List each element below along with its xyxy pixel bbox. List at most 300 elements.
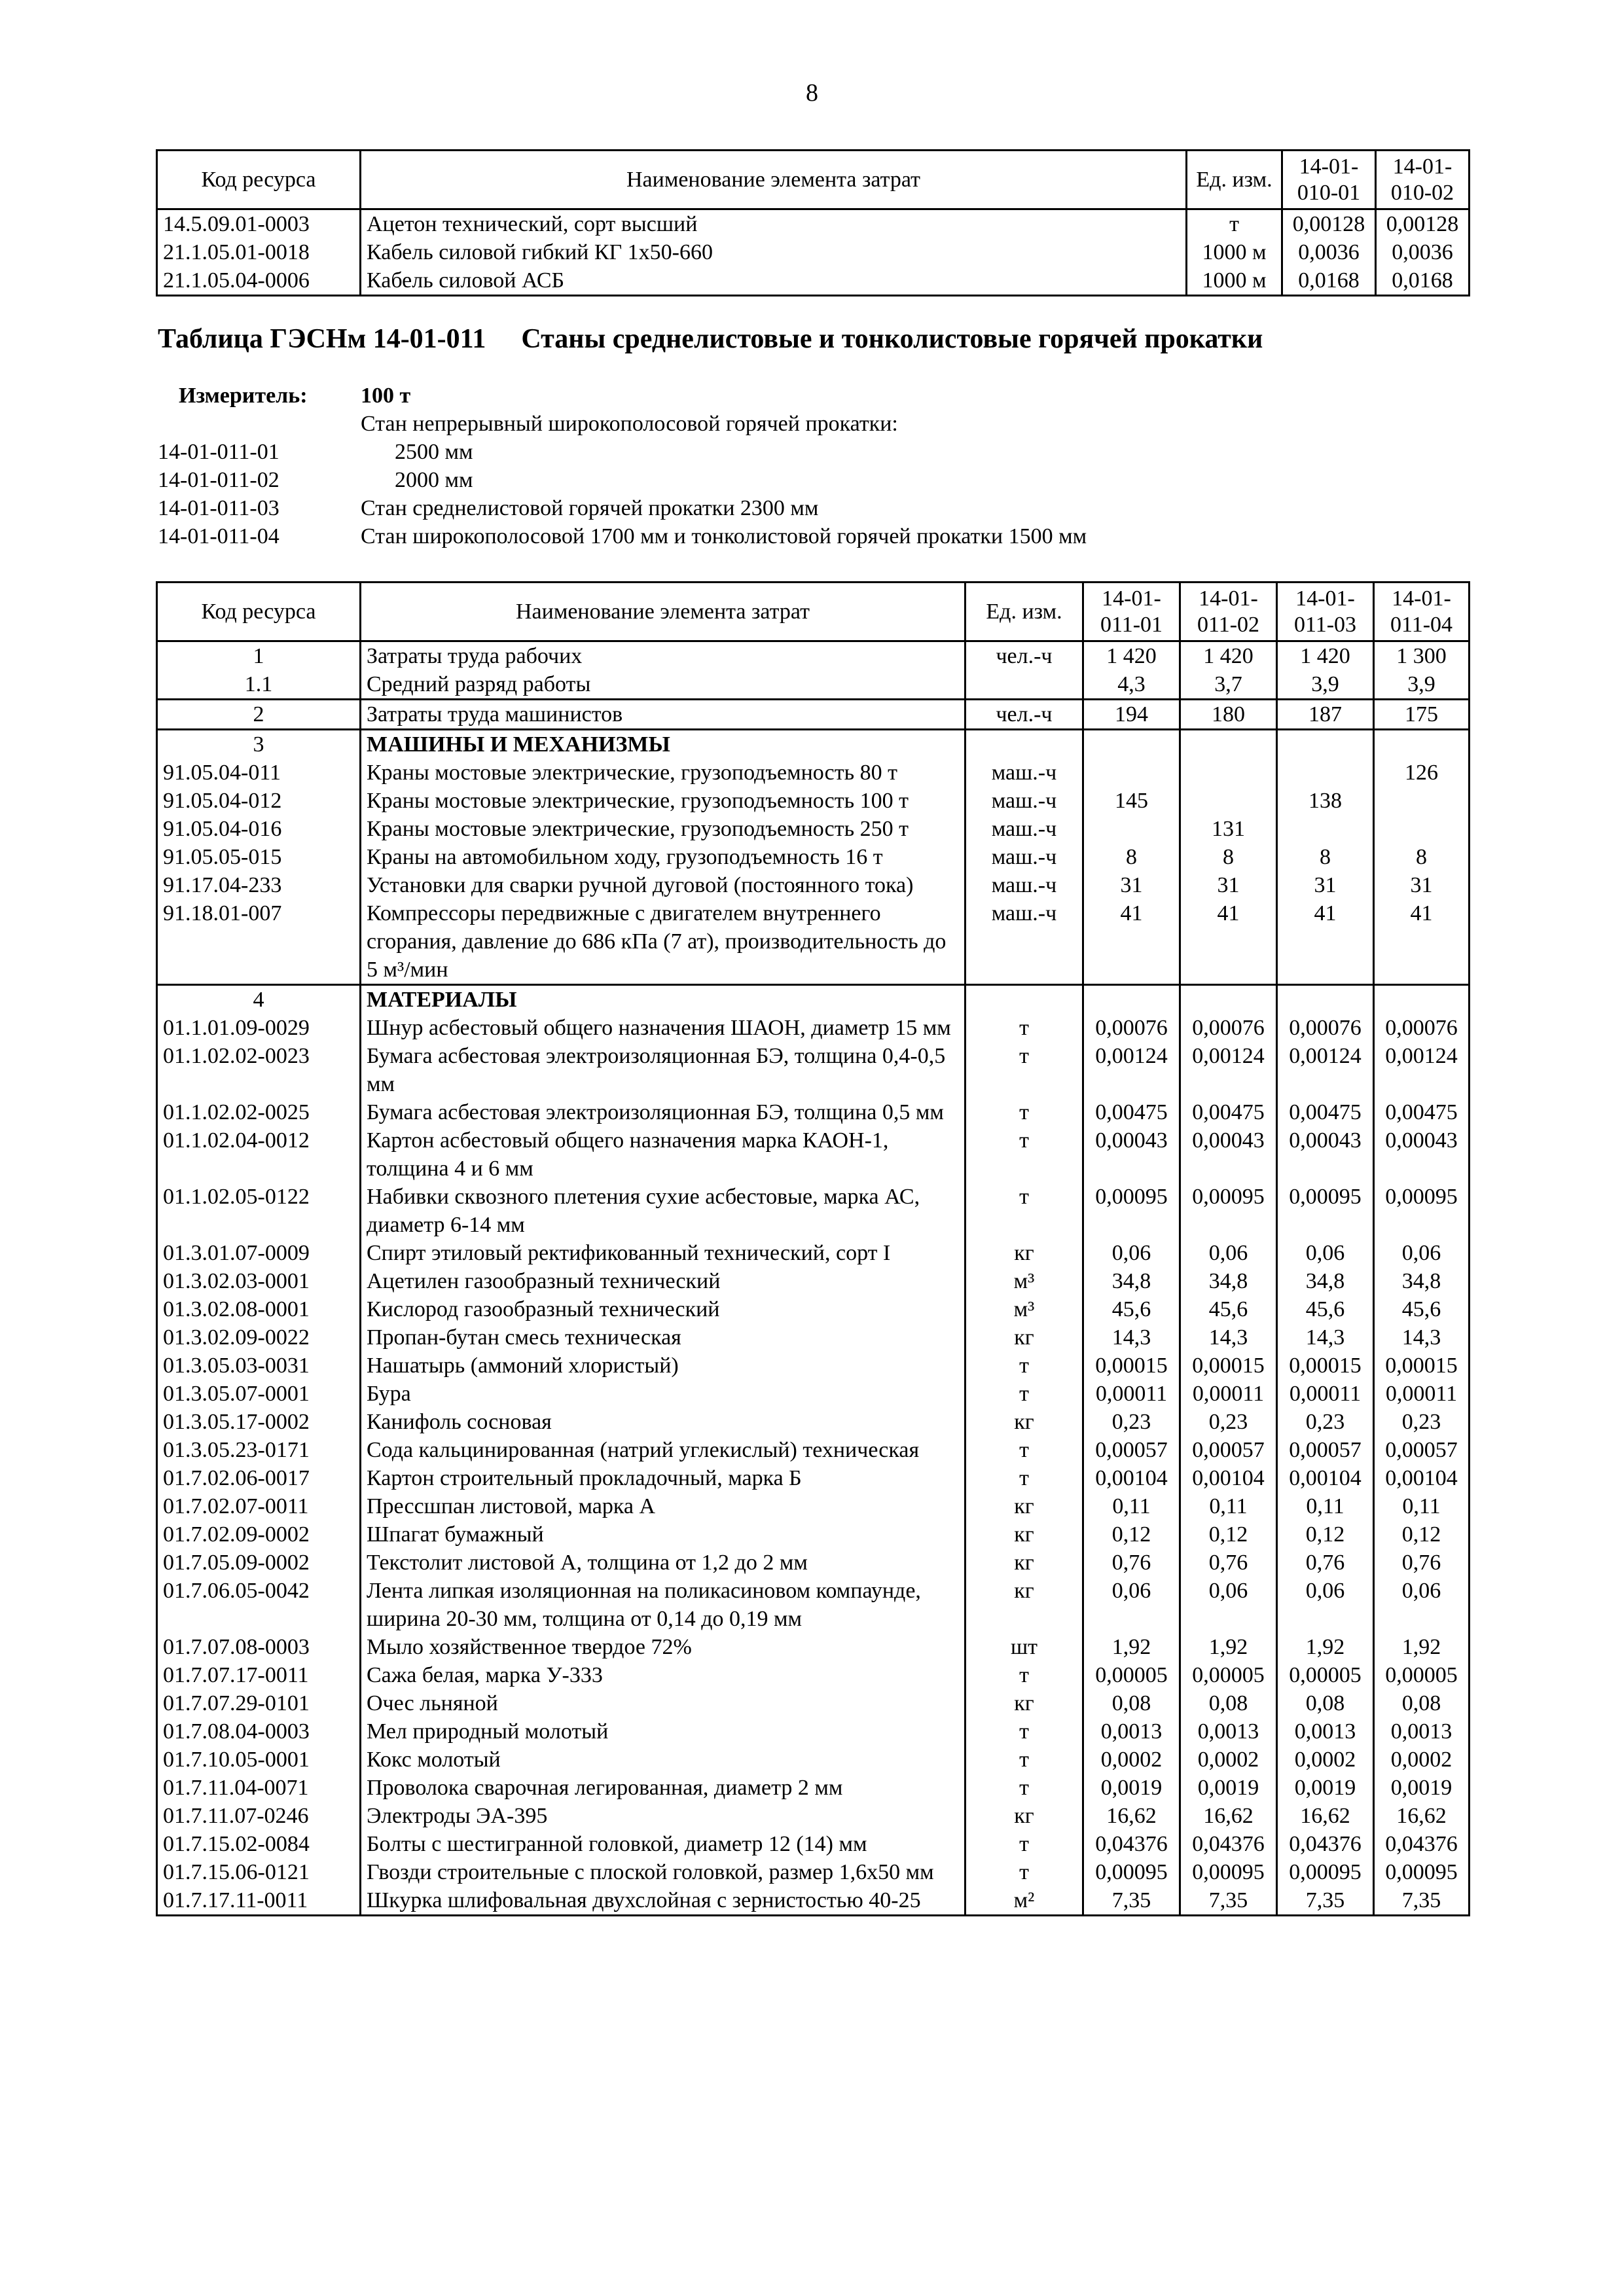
table-row — [157, 1717, 1470, 1746]
value-011-01: 0,0019 — [1083, 1774, 1180, 1802]
resource-name: Кокс молотый — [361, 1746, 965, 1774]
resource-unit: кг — [965, 1239, 1083, 1267]
page-number: 8 — [806, 79, 818, 107]
resource-code: 01.7.08.04-0003 — [157, 1717, 361, 1746]
value-011-02: 0,08 — [1180, 1689, 1277, 1717]
resource-unit: маш.-ч — [965, 871, 1083, 899]
resource-code: 91.05.04-011 — [157, 759, 361, 787]
resource-name: Краны мостовые электрические, грузоподъемность 100 т — [361, 787, 965, 815]
value-011-03: 14,3 — [1277, 1323, 1374, 1352]
resource-name: Ацетилен газообразный технический — [361, 1267, 965, 1295]
meter-group-title: Стан непрерывный широкополосовой горячей прокатки: — [361, 412, 898, 436]
value-011-03: 0,11 — [1277, 1492, 1374, 1520]
resource-code: 4 — [157, 985, 361, 1014]
resource-name: Спирт этиловый ректификованный технический, сорт I — [361, 1239, 965, 1267]
section-title-code: Таблица ГЭСНм 14-01-011 — [158, 324, 486, 354]
table-row — [157, 759, 1470, 787]
resource-name: Шкурка шлифовальная двухслойная с зернистостью 40-25 — [361, 1886, 965, 1916]
value-011-02 — [1180, 730, 1277, 759]
resource-code: 3 — [157, 730, 361, 759]
resource-name: Лента липкая изоляционная на поликасиновом компаунде, ширина 20-30 мм, толщина от 0,14 до 0,19 мм — [361, 1577, 965, 1633]
resource-unit: т — [965, 1858, 1083, 1886]
resource-name: Нашатырь (аммоний хлористый) — [361, 1352, 965, 1380]
resource-unit: м³ — [965, 1295, 1083, 1323]
resource-unit: шт — [965, 1633, 1083, 1661]
value-011-02: 34,8 — [1180, 1267, 1277, 1295]
value-011-01: 0,00043 — [1083, 1126, 1180, 1183]
table-row — [157, 1830, 1470, 1858]
resource-unit: кг — [965, 1323, 1083, 1352]
value-011-04 — [1374, 730, 1470, 759]
header-col-010-02: 14-01-010-02 — [1376, 151, 1470, 209]
value-011-03: 0,00104 — [1277, 1464, 1374, 1492]
value-011-02: 41 — [1180, 899, 1277, 985]
table-row — [157, 985, 1470, 1014]
resource-code: 01.1.02.04-0012 — [157, 1126, 361, 1183]
resource-unit: кг — [965, 1492, 1083, 1520]
value-011-01: 16,62 — [1083, 1802, 1180, 1830]
resource-code: 01.7.15.06-0121 — [157, 1858, 361, 1886]
resource-code: 01.7.10.05-0001 — [157, 1746, 361, 1774]
resource-name: МАТЕРИАЛЫ — [361, 985, 965, 1014]
value-011-01: 0,0013 — [1083, 1717, 1180, 1746]
resource-unit: т — [965, 1436, 1083, 1464]
value-011-04: 175 — [1374, 700, 1470, 730]
value-011-01: 145 — [1083, 787, 1180, 815]
value-011-04: 0,06 — [1374, 1577, 1470, 1633]
table-row — [157, 700, 1470, 730]
value-011-01: 31 — [1083, 871, 1180, 899]
resource-unit: маш.-ч — [965, 899, 1083, 985]
resource-unit — [965, 985, 1083, 1014]
resource-unit: т — [965, 1014, 1083, 1042]
header-unit: Ед. изм. — [1187, 151, 1282, 209]
table-row — [157, 1577, 1470, 1633]
value-011-01: 0,06 — [1083, 1239, 1180, 1267]
resource-unit: т — [965, 1042, 1083, 1098]
value-011-02: 0,00043 — [1180, 1126, 1277, 1183]
table-row — [157, 1858, 1470, 1886]
value-011-04: 0,0019 — [1374, 1774, 1470, 1802]
value-011-03: 0,12 — [1277, 1520, 1374, 1549]
value-011-03: 31 — [1277, 871, 1374, 899]
resource-unit: маш.-ч — [965, 815, 1083, 843]
value-011-04: 0,0013 — [1374, 1717, 1470, 1746]
value-011-04: 3,9 — [1374, 670, 1470, 700]
resource-unit: кг — [965, 1689, 1083, 1717]
resource-code: 91.05.04-016 — [157, 815, 361, 843]
resource-unit: кг — [965, 1408, 1083, 1436]
resource-code: 1 — [157, 641, 361, 671]
value-011-03: 0,00124 — [1277, 1042, 1374, 1098]
table-row — [157, 1774, 1470, 1802]
value-011-03: 0,00015 — [1277, 1352, 1374, 1380]
value-011-02: 0,00095 — [1180, 1858, 1277, 1886]
value-011-03 — [1277, 985, 1374, 1014]
value-011-04: 0,00015 — [1374, 1352, 1470, 1380]
value-010-02: 0,0036 — [1376, 238, 1470, 266]
resource-name: Канифоль сосновая — [361, 1408, 965, 1436]
resource-unit: кг — [965, 1577, 1083, 1633]
resource-code: 91.05.04-012 — [157, 787, 361, 815]
value-011-04: 31 — [1374, 871, 1470, 899]
resource-name: Краны мостовые электрические, грузоподъемность 250 т — [361, 815, 965, 843]
resource-unit: маш.-ч — [965, 759, 1083, 787]
header-unit: Ед. изм. — [965, 583, 1083, 641]
value-011-04: 0,00011 — [1374, 1380, 1470, 1408]
value-011-04 — [1374, 787, 1470, 815]
resource-code: 01.7.15.02-0084 — [157, 1830, 361, 1858]
value-011-02: 0,00104 — [1180, 1464, 1277, 1492]
value-011-02: 131 — [1180, 815, 1277, 843]
value-011-03: 0,00043 — [1277, 1126, 1374, 1183]
value-011-02 — [1180, 759, 1277, 787]
value-011-04: 34,8 — [1374, 1267, 1470, 1295]
value-011-02: 0,00015 — [1180, 1352, 1277, 1380]
resource-table-14-01-010 — [156, 149, 1470, 296]
header-code: Код ресурса — [157, 151, 361, 209]
value-011-02: 0,00124 — [1180, 1042, 1277, 1098]
value-011-03 — [1277, 815, 1374, 843]
resource-name: Картон строительный прокладочный, марка Б — [361, 1464, 965, 1492]
resource-code: 91.17.04-233 — [157, 871, 361, 899]
table-row — [157, 238, 1470, 266]
table-row — [157, 1802, 1470, 1830]
resource-name: Шнур асбестовый общего назначения ШАОН, диаметр 15 мм — [361, 1014, 965, 1042]
resource-code: 01.3.02.03-0001 — [157, 1267, 361, 1295]
resource-name: Картон асбестовый общего назначения марка КАОН-1, толщина 4 и 6 мм — [361, 1126, 965, 1183]
value-011-03: 16,62 — [1277, 1802, 1374, 1830]
resource-name: Кабель силовой АСБ — [361, 266, 1187, 296]
header-col-011-04: 14-01-011-04 — [1374, 583, 1470, 641]
resource-name: Гвозди строительные с плоской головкой, размер 1,6х50 мм — [361, 1858, 965, 1886]
resource-unit: т — [1187, 209, 1282, 239]
value-011-03: 0,00057 — [1277, 1436, 1374, 1464]
value-011-03 — [1277, 759, 1374, 787]
resource-code: 01.7.07.17-0011 — [157, 1661, 361, 1689]
resource-unit: т — [965, 1126, 1083, 1183]
value-011-01: 0,04376 — [1083, 1830, 1180, 1858]
value-011-04: 14,3 — [1374, 1323, 1470, 1352]
value-011-02: 0,00005 — [1180, 1661, 1277, 1689]
table-row — [157, 1126, 1470, 1183]
value-011-01: 0,00095 — [1083, 1858, 1180, 1886]
meter-item-text: 2500 мм — [395, 440, 473, 464]
value-011-03: 34,8 — [1277, 1267, 1374, 1295]
value-011-04: 45,6 — [1374, 1295, 1470, 1323]
value-011-02: 0,23 — [1180, 1408, 1277, 1436]
table-row — [157, 1689, 1470, 1717]
value-011-01: 0,11 — [1083, 1492, 1180, 1520]
table-row — [157, 1492, 1470, 1520]
resource-code: 01.7.07.08-0003 — [157, 1633, 361, 1661]
table-row — [157, 1295, 1470, 1323]
table-row — [157, 1633, 1470, 1661]
value-011-04: 0,00124 — [1374, 1042, 1470, 1098]
resource-unit: т — [965, 1746, 1083, 1774]
table-row — [157, 871, 1470, 899]
value-011-04: 8 — [1374, 843, 1470, 871]
value-011-01: 0,00095 — [1083, 1183, 1180, 1239]
resource-unit: т — [965, 1774, 1083, 1802]
value-011-01: 0,08 — [1083, 1689, 1180, 1717]
table-row — [157, 1380, 1470, 1408]
section-title — [158, 323, 1263, 355]
resource-unit: кг — [965, 1802, 1083, 1830]
meter-item-text: Стан широкополосовой 1700 мм и тонколистовой горячей прокатки 1500 мм — [361, 524, 1087, 548]
value-010-01: 0,00128 — [1282, 209, 1376, 239]
value-010-01: 0,0168 — [1282, 266, 1376, 296]
resource-unit: 1000 м — [1187, 238, 1282, 266]
resource-name: Пропан-бутан смесь техническая — [361, 1323, 965, 1352]
value-011-03: 8 — [1277, 843, 1374, 871]
resource-name: Кабель силовой гибкий КГ 1х50-660 — [361, 238, 1187, 266]
meter-item-code: 14-01-011-02 — [158, 468, 280, 492]
value-011-03: 0,06 — [1277, 1239, 1374, 1267]
table-row — [157, 1042, 1470, 1098]
value-011-03: 0,0013 — [1277, 1717, 1374, 1746]
value-011-02: 0,06 — [1180, 1577, 1277, 1633]
value-011-02: 0,00076 — [1180, 1014, 1277, 1042]
value-011-01: 0,00011 — [1083, 1380, 1180, 1408]
resource-name: Сода кальцинированная (натрий углекислый) техническая — [361, 1436, 965, 1464]
meter-item-code: 14-01-011-03 — [158, 496, 280, 520]
resource-name: Бура — [361, 1380, 965, 1408]
resource-unit: т — [965, 1380, 1083, 1408]
value-011-01: 0,0002 — [1083, 1746, 1180, 1774]
table-row — [157, 670, 1470, 700]
value-011-04: 1 300 — [1374, 641, 1470, 671]
resource-unit: т — [965, 1352, 1083, 1380]
resource-unit: м² — [965, 1886, 1083, 1916]
value-011-02: 0,04376 — [1180, 1830, 1277, 1858]
resource-name: Краны мостовые электрические, грузоподъемность 80 т — [361, 759, 965, 787]
value-011-02: 0,00095 — [1180, 1183, 1277, 1239]
table-row — [157, 1408, 1470, 1436]
resource-unit — [965, 730, 1083, 759]
resource-unit: т — [965, 1830, 1083, 1858]
table-row — [157, 1323, 1470, 1352]
value-011-04: 0,08 — [1374, 1689, 1470, 1717]
value-011-02 — [1180, 787, 1277, 815]
resource-name: МАШИНЫ И МЕХАНИЗМЫ — [361, 730, 965, 759]
resource-unit: 1000 м — [1187, 266, 1282, 296]
value-011-02: 0,06 — [1180, 1239, 1277, 1267]
meter-item-text: 2000 мм — [395, 468, 473, 492]
header-col-011-02: 14-01-011-02 — [1180, 583, 1277, 641]
value-011-03: 45,6 — [1277, 1295, 1374, 1323]
resource-name: Шпагат бумажный — [361, 1520, 965, 1549]
value-011-04: 0,11 — [1374, 1492, 1470, 1520]
resource-unit: т — [965, 1661, 1083, 1689]
value-011-03: 0,00011 — [1277, 1380, 1374, 1408]
value-011-04: 0,0002 — [1374, 1746, 1470, 1774]
resource-unit: чел.-ч — [965, 700, 1083, 730]
table-row — [157, 1661, 1470, 1689]
value-011-04: 0,00076 — [1374, 1014, 1470, 1042]
value-011-03: 0,0002 — [1277, 1746, 1374, 1774]
resource-code: 21.1.05.01-0018 — [157, 238, 361, 266]
value-011-03: 0,00095 — [1277, 1858, 1374, 1886]
table-row — [157, 1183, 1470, 1239]
value-011-04: 0,00095 — [1374, 1183, 1470, 1239]
resource-name: Компрессоры передвижные с двигателем внутреннего сгорания, давление до 686 кПа (7 ат), производительность до 5 м³/мин — [361, 899, 965, 985]
resource-code: 01.7.11.07-0246 — [157, 1802, 361, 1830]
value-011-02 — [1180, 985, 1277, 1014]
resource-name: Ацетон технический, сорт высший — [361, 209, 1187, 239]
value-011-02: 1 420 — [1180, 641, 1277, 671]
value-011-03: 0,06 — [1277, 1577, 1374, 1633]
value-011-03: 0,76 — [1277, 1549, 1374, 1577]
value-011-01: 0,23 — [1083, 1408, 1180, 1436]
value-011-01: 41 — [1083, 899, 1180, 985]
resource-name: Сажа белая, марка У-333 — [361, 1661, 965, 1689]
resource-unit: чел.-ч — [965, 641, 1083, 671]
value-011-01: 1,92 — [1083, 1633, 1180, 1661]
table-row — [157, 209, 1470, 239]
value-011-04: 0,00057 — [1374, 1436, 1470, 1464]
resource-name: Краны на автомобильном ходу, грузоподъемность 16 т — [361, 843, 965, 871]
resource-name: Установки для сварки ручной дуговой (постоянного тока) — [361, 871, 965, 899]
value-011-04: 1,92 — [1374, 1633, 1470, 1661]
resource-code: 01.7.07.29-0101 — [157, 1689, 361, 1717]
table-row — [157, 266, 1470, 296]
value-011-04: 0,00475 — [1374, 1098, 1470, 1126]
value-011-02: 0,12 — [1180, 1520, 1277, 1549]
value-011-02: 14,3 — [1180, 1323, 1277, 1352]
value-011-03: 7,35 — [1277, 1886, 1374, 1916]
resource-code: 01.3.01.07-0009 — [157, 1239, 361, 1267]
value-011-03: 0,00095 — [1277, 1183, 1374, 1239]
resource-table-14-01-011 — [156, 581, 1470, 1916]
value-011-03: 3,9 — [1277, 670, 1374, 700]
value-011-04: 0,23 — [1374, 1408, 1470, 1436]
resource-unit: кг — [965, 1520, 1083, 1549]
section-title-name: Станы среднелистовые и тонколистовые горячей прокатки — [521, 324, 1263, 354]
value-011-01: 7,35 — [1083, 1886, 1180, 1916]
resource-code: 2 — [157, 700, 361, 730]
header-name: Наименование элемента затрат — [361, 151, 1187, 209]
table-row — [157, 1886, 1470, 1916]
value-011-01: 34,8 — [1083, 1267, 1180, 1295]
value-011-02: 0,76 — [1180, 1549, 1277, 1577]
resource-code: 01.3.02.09-0022 — [157, 1323, 361, 1352]
value-011-04 — [1374, 985, 1470, 1014]
value-011-04: 0,04376 — [1374, 1830, 1470, 1858]
value-011-01: 0,00015 — [1083, 1352, 1180, 1380]
value-011-02: 0,0019 — [1180, 1774, 1277, 1802]
resource-name: Кислород газообразный технический — [361, 1295, 965, 1323]
value-011-04: 0,00043 — [1374, 1126, 1470, 1183]
value-011-02: 0,00057 — [1180, 1436, 1277, 1464]
value-011-03: 0,00076 — [1277, 1014, 1374, 1042]
table-row — [157, 899, 1470, 985]
value-011-01: 0,00124 — [1083, 1042, 1180, 1098]
table-row — [157, 641, 1470, 671]
resource-code: 01.7.11.04-0071 — [157, 1774, 361, 1802]
table-row — [157, 1746, 1470, 1774]
value-011-03: 138 — [1277, 787, 1374, 815]
header-col-011-01: 14-01-011-01 — [1083, 583, 1180, 641]
value-011-02: 1,92 — [1180, 1633, 1277, 1661]
value-011-03: 187 — [1277, 700, 1374, 730]
value-011-01: 194 — [1083, 700, 1180, 730]
resource-name: Мыло хозяйственное твердое 72% — [361, 1633, 965, 1661]
resource-name: Бумага асбестовая электроизоляционная БЭ, толщина 0,5 мм — [361, 1098, 965, 1126]
value-011-03: 0,23 — [1277, 1408, 1374, 1436]
table-row — [157, 1239, 1470, 1267]
value-011-04: 41 — [1374, 899, 1470, 985]
value-011-02: 45,6 — [1180, 1295, 1277, 1323]
value-011-04: 0,00095 — [1374, 1858, 1470, 1886]
resource-name: Проволока сварочная легированная, диаметр 2 мм — [361, 1774, 965, 1802]
resource-name: Очес льняной — [361, 1689, 965, 1717]
resource-code: 21.1.05.04-0006 — [157, 266, 361, 296]
resource-code: 01.1.02.02-0025 — [157, 1098, 361, 1126]
value-011-01: 0,00104 — [1083, 1464, 1180, 1492]
resource-unit: м³ — [965, 1267, 1083, 1295]
value-011-01: 0,00076 — [1083, 1014, 1180, 1042]
value-011-02: 0,0013 — [1180, 1717, 1277, 1746]
resource-unit: маш.-ч — [965, 843, 1083, 871]
value-011-03 — [1277, 730, 1374, 759]
resource-name: Затраты труда машинистов — [361, 700, 965, 730]
resource-code: 01.7.05.09-0002 — [157, 1549, 361, 1577]
resource-name: Мел природный молотый — [361, 1717, 965, 1746]
value-011-03: 1 420 — [1277, 641, 1374, 671]
meter-item-code: 14-01-011-04 — [158, 524, 280, 548]
value-011-03: 0,00005 — [1277, 1661, 1374, 1689]
table-row — [157, 730, 1470, 759]
value-011-01: 0,76 — [1083, 1549, 1180, 1577]
table-row — [157, 1549, 1470, 1577]
value-011-01: 0,00475 — [1083, 1098, 1180, 1126]
resource-code: 14.5.09.01-0003 — [157, 209, 361, 239]
value-011-03: 0,0019 — [1277, 1774, 1374, 1802]
value-010-02: 0,0168 — [1376, 266, 1470, 296]
resource-name: Бумага асбестовая электроизоляционная БЭ, толщина 0,4-0,5 мм — [361, 1042, 965, 1098]
resource-code: 01.3.05.17-0002 — [157, 1408, 361, 1436]
value-011-04 — [1374, 815, 1470, 843]
value-011-04: 0,06 — [1374, 1239, 1470, 1267]
value-010-01: 0,0036 — [1282, 238, 1376, 266]
resource-name: Прессшпан листовой, марка А — [361, 1492, 965, 1520]
resource-code: 01.1.02.05-0122 — [157, 1183, 361, 1239]
value-011-02: 3,7 — [1180, 670, 1277, 700]
resource-code: 01.7.06.05-0042 — [157, 1577, 361, 1633]
table-row — [157, 843, 1470, 871]
resource-code: 01.3.05.03-0031 — [157, 1352, 361, 1380]
value-011-01: 0,00057 — [1083, 1436, 1180, 1464]
value-011-01: 4,3 — [1083, 670, 1180, 700]
value-011-01 — [1083, 815, 1180, 843]
value-011-01: 1 420 — [1083, 641, 1180, 671]
header-name: Наименование элемента затрат — [361, 583, 965, 641]
value-011-01 — [1083, 730, 1180, 759]
value-010-02: 0,00128 — [1376, 209, 1470, 239]
header-code: Код ресурса — [157, 583, 361, 641]
value-011-01: 0,12 — [1083, 1520, 1180, 1549]
resource-name: Текстолит листовой А, толщина от 1,2 до 2 мм — [361, 1549, 965, 1577]
meter-item-code: 14-01-011-01 — [158, 440, 280, 464]
resource-code: 01.7.17.11-0011 — [157, 1886, 361, 1916]
value-011-02: 0,00475 — [1180, 1098, 1277, 1126]
value-011-04: 7,35 — [1374, 1886, 1470, 1916]
resource-code: 01.3.05.07-0001 — [157, 1380, 361, 1408]
resource-name: Набивки сквозного плетения сухие асбестовые, марка АС, диаметр 6-14 мм — [361, 1183, 965, 1239]
resource-code: 01.3.02.08-0001 — [157, 1295, 361, 1323]
value-011-01: 0,00005 — [1083, 1661, 1180, 1689]
